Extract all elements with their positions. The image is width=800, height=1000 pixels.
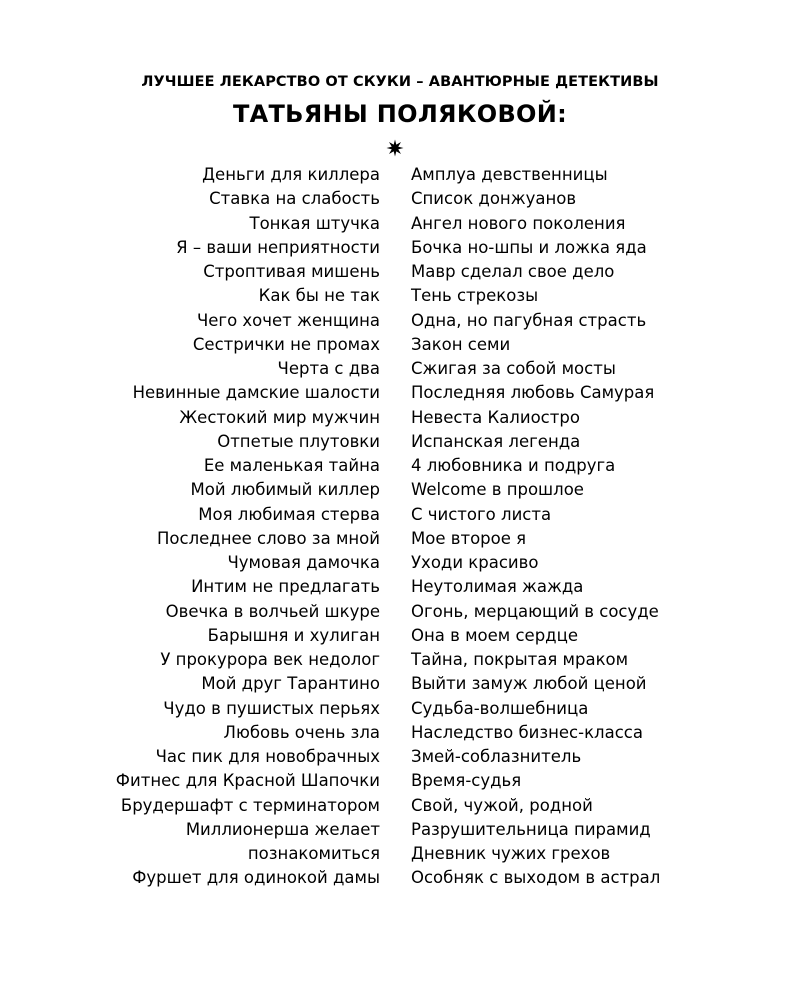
- book-title-item: Мой любимый киллер: [190, 480, 380, 500]
- book-title-item: Она в моем сердце: [411, 625, 578, 645]
- book-title-item: С чистого листа: [411, 504, 552, 524]
- book-title-item: Время-судья: [411, 771, 522, 791]
- book-title-item: Дневник чужих грехов: [411, 844, 611, 863]
- book-title-item: Огонь, мерцающий в сосуде: [411, 601, 659, 621]
- book-title-item: Судьба-волшебница: [411, 698, 589, 718]
- book-title-item: Змей-соблазнитель: [411, 747, 582, 766]
- book-list-right: [411, 163, 751, 891]
- book-title-item: Разрушительница пирамид: [411, 819, 651, 839]
- series-subtitle: ЛУЧШЕЕ ЛЕКАРСТВО ОТ СКУКИ – АВАНТЮРНЫЕ ДЕТЕКТИВЫ: [141, 74, 659, 90]
- book-title-item: Испанская легенда: [411, 431, 581, 451]
- book-title-item: Тайна, покрытая мраком: [411, 650, 629, 669]
- book-title-item: Деньги для киллера: [202, 165, 380, 184]
- book-title-item: Любовь очень зла: [223, 722, 380, 742]
- book-title-item: Час пик для новобрачных: [155, 747, 380, 766]
- book-title-item: Свой, чужой, родной: [411, 795, 593, 815]
- book-list-left: [60, 163, 380, 891]
- book-title-item: Тень стрекозы: [411, 286, 539, 306]
- book-title-item: познакомиться: [247, 844, 380, 863]
- author-title: ТАТЬЯНЫ ПОЛЯКОВОЙ:: [232, 100, 568, 128]
- book-title-item: Welcome в прошлое: [411, 480, 584, 500]
- book-title-item: Мавр сделал свое дело: [411, 262, 615, 281]
- book-title-item: Барышня и хулиган: [207, 625, 380, 645]
- book-title-item: Чумовая дамочка: [227, 553, 380, 572]
- book-title-item: Как бы не так: [258, 286, 380, 306]
- book-title-item: Мой друг Тарантино: [201, 674, 380, 694]
- book-title-item: 4 любовника и подруга: [411, 456, 616, 475]
- book-title-item: Ангел нового поколения: [411, 213, 626, 233]
- book-title-item: Уходи красиво: [411, 553, 539, 572]
- book-title-item: Фуршет для одинокой дамы: [132, 868, 380, 888]
- book-title-item: Наследство бизнес-класса: [411, 722, 643, 742]
- book-title-item: Последнее слово за мной: [157, 528, 380, 548]
- book-title-item: Тонкая штучка: [249, 213, 380, 233]
- book-title-item: У прокурора век недолог: [160, 650, 380, 669]
- book-title-item: Невеста Калиостро: [411, 407, 580, 427]
- book-title-item: Особняк с выходом в астрал: [411, 868, 661, 888]
- book-title-item: Мое второе я: [411, 528, 527, 548]
- book-title-item: Жестокий мир мужчин: [179, 407, 380, 427]
- book-title-item: Миллионерша желает: [185, 819, 380, 839]
- sunburst-ornament-icon: [385, 138, 405, 158]
- book-title-item: Строптивая мишень: [203, 262, 380, 281]
- book-title-item: Я – ваши неприятности: [176, 237, 380, 257]
- book-title-item: Амплуа девственницы: [411, 165, 608, 184]
- book-title-item: Закон семи: [411, 334, 511, 354]
- book-title-item: Чего хочет женщина: [196, 310, 380, 330]
- book-title-item: Список донжуанов: [411, 189, 577, 209]
- book-title-item: Одна, но пагубная страсть: [411, 310, 647, 330]
- book-title-item: Моя любимая стерва: [198, 504, 380, 524]
- book-title-item: Чудо в пушистых перьях: [163, 698, 380, 718]
- book-title-item: Фитнес для Красной Шапочки: [115, 771, 380, 791]
- book-title-item: Неутолимая жажда: [411, 577, 584, 597]
- book-title-item: Овечка в волчьей шкуре: [165, 601, 380, 621]
- book-title-item: Интим не предлагать: [191, 577, 380, 597]
- book-title-item: Брудершафт с терминатором: [120, 795, 380, 815]
- book-title-item: Последняя любовь Самурая: [411, 383, 655, 403]
- book-title-item: Черта с два: [277, 359, 380, 378]
- book-title-item: Отпетые плутовки: [217, 431, 380, 451]
- book-title-item: Бочка но-шпы и ложка яда: [411, 237, 647, 257]
- book-title-item: Выйти замуж любой ценой: [411, 674, 647, 694]
- book-title-item: Ее маленькая тайна: [203, 456, 380, 475]
- book-title-item: Сжигая за собой мосты: [411, 359, 616, 378]
- book-title-item: Сестрички не промах: [192, 334, 380, 354]
- book-title-item: Ставка на слабость: [209, 189, 380, 209]
- book-title-item: Невинные дамские шалости: [132, 383, 380, 403]
